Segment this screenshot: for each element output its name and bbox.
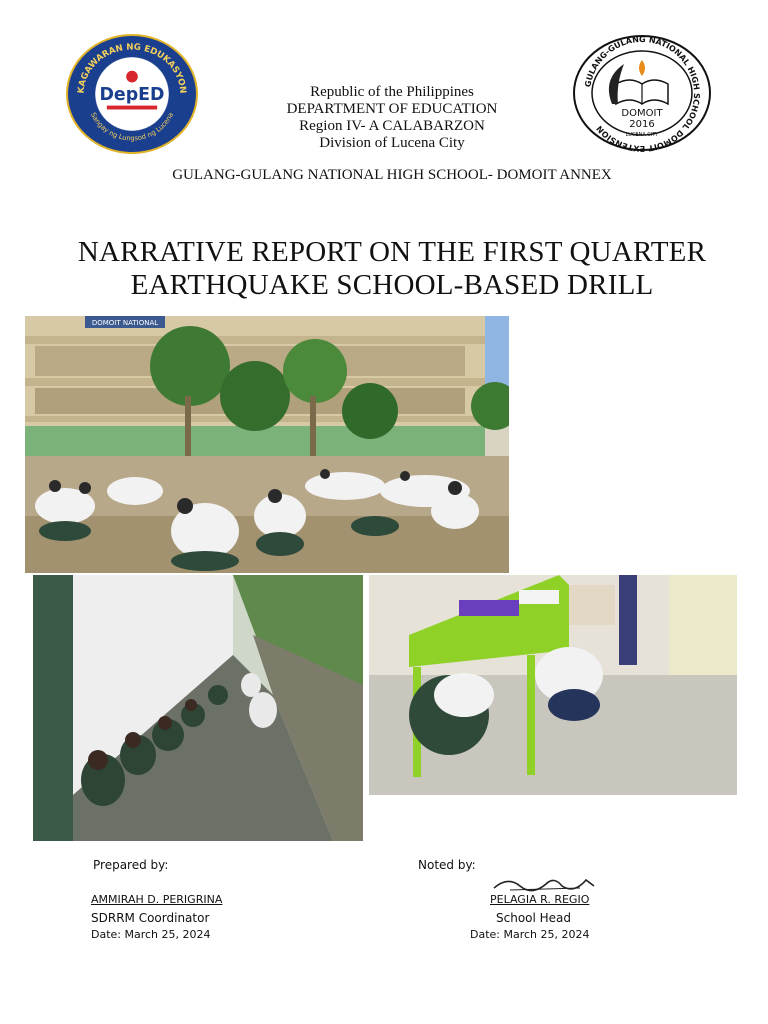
report-title: NARRATIVE REPORT ON THE FIRST QUARTER EARTHQUAKE SCHOOL-BASED DRILL xyxy=(77,236,707,301)
division-line: Division of Lucena City xyxy=(319,135,465,151)
noted-by-label: Noted by: xyxy=(418,858,476,872)
drill-photo-pathway xyxy=(33,575,363,841)
deped-ring-bottom: Sangay ng Lungsod ng Lucena xyxy=(88,111,176,143)
school-logo-center: DOMOIT xyxy=(621,108,663,119)
republic-line: Republic of the Philippines xyxy=(310,84,474,100)
region-line: Region IV- A CALABARZON xyxy=(299,118,485,134)
prepared-by-name: AMMIRAH D. PERIGRINA xyxy=(91,893,223,906)
school-name: GULANG-GULANG NATIONAL HIGH SCHOOL- DOMOIT ANNEX xyxy=(172,167,612,183)
noted-by-name: PELAGIA R. REGIO xyxy=(490,893,590,906)
noted-by-role: School Head xyxy=(496,911,572,925)
school-logo-city: LUCENA CITY xyxy=(625,132,659,138)
prepared-by-role: SDRRM Coordinator xyxy=(91,911,210,925)
prepared-by-date: Date: March 25, 2024 xyxy=(91,928,211,941)
department-line: DEPARTMENT OF EDUCATION xyxy=(286,101,498,117)
prepared-by-label: Prepared by: xyxy=(93,858,169,872)
school-logo-year: 2016 xyxy=(629,119,655,130)
drill-photo-schoolyard xyxy=(25,316,509,573)
drill-photo-classroom xyxy=(369,575,737,795)
noted-by-date: Date: March 25, 2024 xyxy=(470,928,590,941)
school-ring-text: GULANG-GULANG NATIONAL HIGH SCHOOL DOMOIT EXTENSION xyxy=(583,34,702,152)
school-banner: DOMOIT NATIONAL xyxy=(91,319,159,327)
deped-wordmark: DepED xyxy=(99,84,165,105)
deped-ring-text: KAGAWARAN NG EDUKASYON xyxy=(76,42,188,94)
deped-logo xyxy=(66,34,198,154)
office-header xyxy=(230,84,554,152)
school-logo xyxy=(572,34,712,152)
